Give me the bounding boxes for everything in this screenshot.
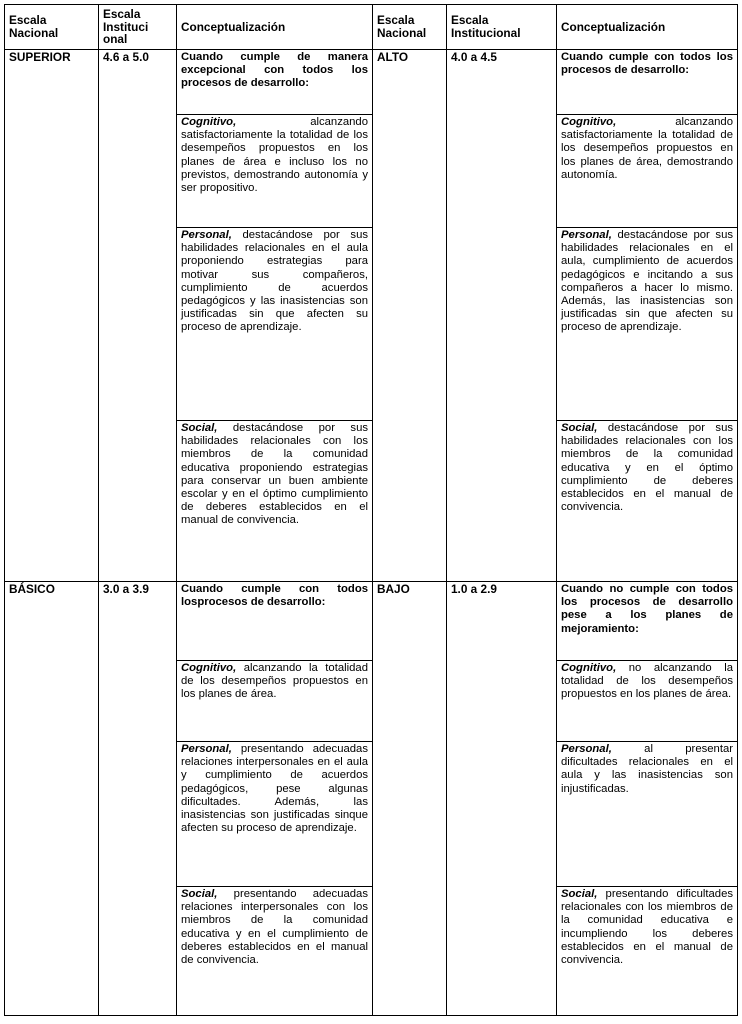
bajo-cognitivo-label: Cognitivo, (561, 662, 617, 674)
basico-personal (177, 742, 373, 887)
header-row (5, 5, 738, 50)
superior-social-text: destacándose por sus habilidades relacionales con los miembros de la comunidad educativa proponiendo estrategias para conservar un buen ambiente escolar y en el óptimo cumplimiento de deberes establecidos en el manual de convivencia. (181, 422, 368, 527)
alto-social (557, 421, 738, 582)
basico-cognitivo-text: alcanzando la totalidad de los desempeños propuestos en los planes de área. (181, 662, 368, 701)
basico-personal-label: Personal, (181, 743, 232, 755)
superior-social (177, 421, 373, 582)
superior-personal (177, 228, 373, 421)
header-conceptualizacion-right: Conceptualización (557, 5, 738, 50)
superior-heading: Cuando cumple de manera excepcional con todos los procesos de desarrollo: (177, 50, 373, 115)
level-superior: SUPERIOR (5, 50, 99, 582)
header-escala-institucional-right: Escala Institucional (447, 5, 557, 50)
level-basico: BÁSICO (5, 582, 99, 1016)
level-bajo: BAJO (373, 582, 447, 1016)
range-bajo: 1.0 a 2.9 (447, 582, 557, 1016)
range-alto: 4.0 a 4.5 (447, 50, 557, 582)
superior-cognitivo (177, 115, 373, 228)
basico-social-label: Social, (181, 888, 218, 900)
header-conceptualizacion: Conceptualización (177, 5, 373, 50)
bajo-heading: Cuando no cumple con todos los procesos de desarrollo pese a los planes de mejoramiento: (557, 582, 738, 661)
range-basico: 3.0 a 3.9 (99, 582, 177, 1016)
alto-heading: Cuando cumple con todos los procesos de desarrollo: (557, 50, 738, 115)
level-alto: ALTO (373, 50, 447, 582)
alto-cognitivo-label: Cognitivo, (561, 116, 617, 128)
alto-social-text: destacándose por sus habilidades relacionales con los miembros de la comunidad educativa y en el óptimo cumplimiento de deberes establecidos en el manual de convivencia. (561, 422, 733, 514)
header-escala-nacional: Escala Nacional (5, 5, 99, 50)
bajo-personal-text: al presentar dificultades relacionales en el aula y las inasistencias son injustificadas. (561, 743, 733, 795)
alto-personal-text: destacándose por sus habilidades relacionales en el aula, cumplimiento de acuerdos pedagógicos e incitando a sus compañeros a hacer lo mismo. Además, las inasistencias son justificadas sin que afecten su proceso de aprendizaje. (561, 229, 733, 334)
basico-social-text: presentando adecuadas relaciones interpersonales con los miembros de la comunidad educativa y en el cumplimiento de deberes establecidos en el manual de convivencia. (181, 888, 368, 967)
basico-heading: Cuando cumple con todos losprocesos de desarrollo: (177, 582, 373, 661)
valuation-scale-table (4, 4, 738, 1016)
bajo-personal-label: Personal, (561, 743, 612, 755)
header-escala-institucional: Escala Instituci onal (99, 5, 177, 50)
superior-cognitivo-label: Cognitivo, (181, 116, 237, 128)
superior-cognitivo-text: alcanzando satisfactoriamente la totalidad de los desempeños propuestos en los planes de área e incluso los no previstos, demostrando autonomía y ser propositivo. (181, 116, 368, 195)
alto-cognitivo-text: alcanzando satisfactoriamente la totalidad de los desempeños propuestos en los planes de área, demostrando autonomía. (561, 116, 733, 181)
superior-personal-label: Personal, (181, 229, 232, 241)
header-escala-nacional-right: Escala Nacional (373, 5, 447, 50)
alto-personal-label: Personal, (561, 229, 612, 241)
alto-cognitivo (557, 115, 738, 228)
bajo-personal (557, 742, 738, 887)
alto-social-label: Social, (561, 422, 598, 434)
bajo-cognitivo-text: no alcanzando la totalidad de los desempeños propuestos en los planes de área. (561, 662, 733, 701)
range-superior: 4.6 a 5.0 (99, 50, 177, 582)
basico-heading-row (5, 582, 738, 661)
basico-cognitivo (177, 661, 373, 742)
alto-personal (557, 228, 738, 421)
bajo-social-label: Social, (561, 888, 598, 900)
superior-social-label: Social, (181, 422, 218, 434)
bajo-social (557, 887, 738, 1016)
bajo-social-text: presentando dificultades relacionales con los miembros de la comunidad educativa e incumpliendo los deberes establecidos en el manual de convivencia. (561, 888, 733, 967)
basico-personal-text: presentando adecuadas relaciones interpersonales en el aula y cumplimiento de acuerdos pedagógicos, pese algunas dificultades. Además, las inasistencias son justificadas sinque afecten su proceso de aprendizaje. (181, 743, 368, 835)
superior-heading-row (5, 50, 738, 115)
basico-social (177, 887, 373, 1016)
superior-personal-text: destacándose por sus habilidades relacionales en el aula proponiendo estrategias para motivar sus compañeros, cumplimiento de acuerdos pedagógicos y las inasistencias son justificadas sin que afecten su proceso de aprendizaje. (181, 229, 368, 334)
bajo-cognitivo (557, 661, 738, 742)
basico-cognitivo-label: Cognitivo, (181, 662, 237, 674)
